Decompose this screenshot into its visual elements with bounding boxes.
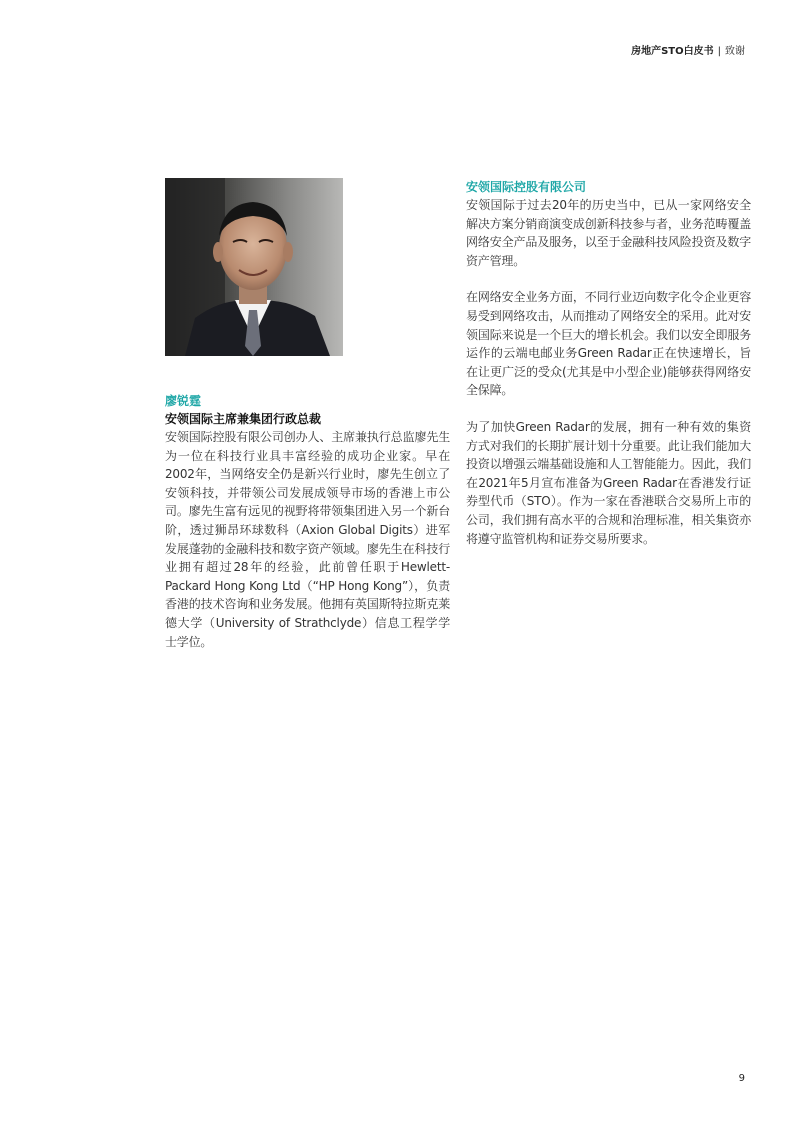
header-separator: | <box>717 46 721 57</box>
profile-section <box>165 392 450 651</box>
section-title: 致谢 <box>725 46 745 57</box>
company-name: 安领国际控股有限公司 <box>466 180 587 194</box>
profile-role: 安领国际主席兼集团行政总裁 <box>165 412 322 426</box>
company-paragraph: 在网络安全业务方面，不同行业迈向数字化令企业更容易受到网络攻击，从而推动了网络安全的采用。此对安领国际来说是一个巨大的增长机会。我们以安全即服务运作的云端电邮业务Green Radar正在快速增长，旨在让更广泛的受众(尤其是中小型企业)能够获得网络安全保障。 <box>466 290 751 398</box>
company-paragraph: 安领国际于过去20年的历史当中，已从一家网络安全解决方案分销商演变成创新科技参与者，业务范畴覆盖网络安全产品及服务，以至于金融科技风险投资及数字资产管理。 <box>466 198 751 268</box>
portrait-photo <box>165 178 343 356</box>
document-title: 房地产STO白皮书 <box>631 46 714 57</box>
page-number: 9 <box>738 1073 745 1084</box>
page-header <box>631 42 745 57</box>
company-section <box>466 178 751 566</box>
profile-bio: 安领国际控股有限公司创办人、主席兼执行总监廖先生为一位在科技行业具丰富经验的成功企业家。早在2002年，当网络安全仍是新兴行业时，廖先生创立了安领科技，并带领公司发展成领导市场的香港上市公司。廖先生富有远见的视野将带领集团进入另一个新台阶，透过狮昂环球数科（Axion Global Digits）进军发展蓬勃的金融科技和数字资产领域。廖先生在科技行业拥有超过28年的经验，此前曾任职于Hewlett-Packard Hong Kong Ltd（“HP Hong Kong”），负责香港的技术咨询和业务发展。他拥有英国斯特拉斯克莱德大学（University of Strathclyde）信息工程学学士学位。 <box>165 430 450 649</box>
company-paragraph: 为了加快Green Radar的发展，拥有一种有效的集资方式对我们的长期扩展计划十分重要。此让我们能加大投资以增强云端基础设施和人工智能能力。因此，我们在2021年5月宣布准备为Green Radar在香港发行证券型代币（STO）。作为一家在香港联合交易所上市的公司，我们拥有高水平的合规和治理标准，相关集资亦将遵守监管机构和证券交易所要求。 <box>466 419 751 546</box>
profile-name: 廖锐霆 <box>165 394 202 408</box>
